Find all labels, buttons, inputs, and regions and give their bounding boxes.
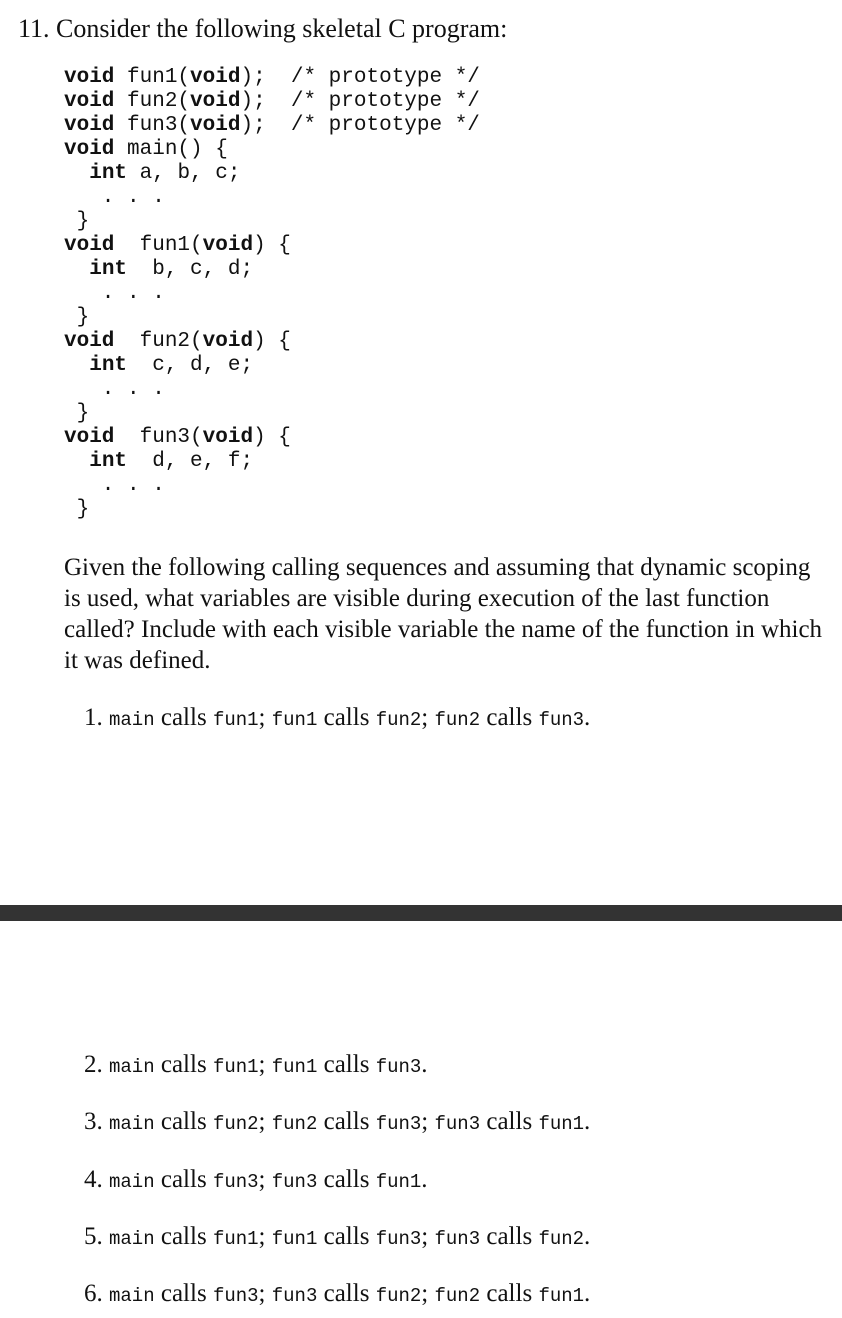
sequence-text: calls	[154, 1223, 213, 1250]
sequence-text: ;	[421, 1108, 435, 1135]
code-text	[64, 258, 89, 281]
code-keyword: void	[202, 330, 254, 353]
code-text: }	[64, 210, 90, 233]
code-text: ); /* prototype */	[240, 66, 480, 89]
code-text: fun1(	[114, 234, 203, 257]
code-text: fun1(	[114, 66, 191, 89]
code-line	[64, 282, 165, 305]
function-name: fun2	[434, 709, 481, 731]
sequence-text: calls	[317, 1108, 376, 1135]
function-name: fun3	[375, 1228, 422, 1250]
sequence-text: calls	[154, 704, 213, 731]
sequence-number: 4.	[84, 1166, 109, 1193]
sequence-text: .	[584, 1108, 591, 1135]
code-text: ) {	[253, 234, 291, 257]
code-text: }	[64, 306, 90, 329]
code-text: fun3(	[114, 114, 191, 137]
function-name: fun3	[271, 1285, 318, 1307]
sequence-text: .	[584, 1223, 591, 1250]
code-text	[64, 162, 89, 185]
function-name: fun2	[434, 1285, 481, 1307]
code-text: ) {	[253, 330, 291, 353]
sequence-text: calls	[317, 1051, 376, 1078]
sequence-text: calls	[317, 1280, 376, 1307]
calling-sequence	[84, 1279, 590, 1311]
code-block	[64, 66, 480, 522]
code-line	[64, 210, 89, 233]
code-keyword: void	[64, 138, 115, 161]
code-line	[64, 450, 253, 473]
sequence-text: ;	[421, 1280, 435, 1307]
code-keyword: void	[64, 234, 115, 257]
code-line	[64, 426, 291, 449]
code-text	[64, 450, 89, 473]
code-line	[64, 402, 89, 425]
code-line	[64, 258, 253, 281]
code-text: c, d, e;	[127, 354, 254, 377]
sequence-text: calls	[480, 704, 539, 731]
code-text: . . .	[64, 474, 165, 497]
code-line	[64, 354, 253, 377]
function-name: fun2	[375, 709, 422, 731]
code-line	[64, 138, 228, 161]
code-text: . . .	[64, 282, 165, 305]
code-text: }	[64, 402, 90, 425]
function-name: main	[109, 1171, 155, 1193]
function-name: fun3	[434, 1113, 481, 1135]
code-text: fun3(	[114, 426, 203, 449]
code-text: fun2(	[114, 330, 203, 353]
function-name: fun2	[212, 1113, 259, 1135]
code-text: a, b, c;	[127, 162, 241, 185]
sequence-text: ;	[258, 1051, 272, 1078]
function-name: main	[109, 1285, 155, 1307]
sequence-text: ;	[421, 1223, 435, 1250]
code-line	[64, 114, 480, 137]
sequence-text: .	[584, 704, 591, 731]
function-name: main	[109, 1228, 155, 1250]
function-name: fun1	[271, 1228, 318, 1250]
function-name: fun1	[271, 1056, 318, 1078]
sequence-text: ;	[421, 704, 435, 731]
code-keyword: void	[64, 66, 115, 89]
sequence-number: 3.	[84, 1108, 109, 1135]
code-text: ) {	[253, 426, 291, 449]
code-keyword: void	[202, 426, 254, 449]
sequence-text: ;	[258, 1108, 272, 1135]
code-keyword: void	[202, 234, 254, 257]
sequence-number: 5.	[84, 1223, 109, 1250]
sequence-text: calls	[317, 1223, 376, 1250]
code-keyword: void	[64, 114, 115, 137]
sequence-text: ;	[258, 1166, 272, 1193]
code-text: main() {	[114, 138, 228, 161]
sequence-number: 1.	[84, 704, 109, 731]
code-keyword: int	[89, 450, 128, 473]
code-line	[64, 330, 291, 353]
code-text: . . .	[64, 186, 165, 209]
sequence-text: calls	[480, 1280, 539, 1307]
sequence-text: calls	[154, 1166, 213, 1193]
function-name: fun1	[271, 709, 318, 731]
code-keyword: void	[190, 66, 241, 89]
function-name: fun1	[538, 1285, 585, 1307]
code-line	[64, 234, 291, 257]
code-text: b, c, d;	[127, 258, 254, 281]
code-keyword: int	[89, 258, 128, 281]
code-keyword: void	[190, 90, 241, 113]
code-text: fun2(	[114, 90, 191, 113]
sequence-text: calls	[154, 1051, 213, 1078]
function-name: fun3	[434, 1228, 481, 1250]
sequence-number: 2.	[84, 1051, 109, 1078]
question-heading	[18, 12, 507, 46]
function-name: fun3	[212, 1171, 259, 1193]
function-name: fun3	[538, 709, 585, 731]
code-keyword: int	[89, 162, 128, 185]
function-name: fun2	[375, 1285, 422, 1307]
function-name: fun3	[212, 1285, 259, 1307]
code-keyword: void	[190, 114, 241, 137]
code-line	[64, 306, 89, 329]
sequence-text: .	[421, 1051, 428, 1078]
code-line	[64, 498, 89, 521]
sequence-text: calls	[154, 1280, 213, 1307]
code-line	[64, 162, 240, 185]
question-title: Consider the following skeletal C program:	[56, 14, 508, 43]
sequence-text: calls	[480, 1108, 539, 1135]
sequence-text: ;	[258, 1280, 272, 1307]
code-line	[64, 378, 165, 401]
function-name: fun1	[212, 1228, 259, 1250]
sequence-number: 6.	[84, 1280, 109, 1307]
sequence-text: calls	[317, 704, 376, 731]
sequence-text: .	[584, 1280, 591, 1307]
function-name: main	[109, 1113, 155, 1135]
sequence-text: ;	[258, 1223, 272, 1250]
calling-sequence	[84, 1107, 590, 1139]
function-name: fun3	[271, 1171, 318, 1193]
code-line	[64, 186, 165, 209]
function-name: main	[109, 709, 155, 731]
sequence-text: calls	[317, 1166, 376, 1193]
sequence-text: ;	[258, 704, 272, 731]
question-number: 11.	[18, 14, 50, 43]
code-keyword: void	[64, 90, 115, 113]
function-name: fun1	[212, 1056, 259, 1078]
code-text: ); /* prototype */	[240, 114, 480, 137]
function-name: fun3	[375, 1113, 422, 1135]
page-divider	[0, 905, 842, 921]
function-name: fun2	[538, 1228, 585, 1250]
calling-sequence	[84, 1165, 428, 1197]
code-line	[64, 474, 165, 497]
function-name: fun1	[538, 1113, 585, 1135]
code-keyword: int	[89, 354, 128, 377]
calling-sequence	[84, 1222, 590, 1254]
function-name: main	[109, 1056, 155, 1078]
sequence-text: calls	[480, 1223, 539, 1250]
sequence-text: .	[421, 1166, 428, 1193]
calling-sequence	[84, 703, 590, 735]
code-text: . . .	[64, 378, 165, 401]
code-keyword: void	[64, 426, 115, 449]
code-line	[64, 90, 480, 113]
function-name: fun2	[271, 1113, 318, 1135]
code-text: ); /* prototype */	[240, 90, 480, 113]
function-name: fun3	[375, 1056, 422, 1078]
prompt-paragraph: Given the following calling sequences and assuming that dynamic scoping is used, what variables are visible during execution of the last function called? Include with each visible variable the name of the function in which it was defined.	[64, 554, 823, 674]
code-line	[64, 66, 480, 89]
function-name: fun1	[212, 709, 259, 731]
code-keyword: void	[64, 330, 115, 353]
code-text: }	[64, 498, 90, 521]
code-text	[64, 354, 89, 377]
sequence-text: calls	[154, 1108, 213, 1135]
function-name: fun1	[375, 1171, 422, 1193]
calling-sequence	[84, 1050, 428, 1082]
code-text: d, e, f;	[127, 450, 254, 473]
